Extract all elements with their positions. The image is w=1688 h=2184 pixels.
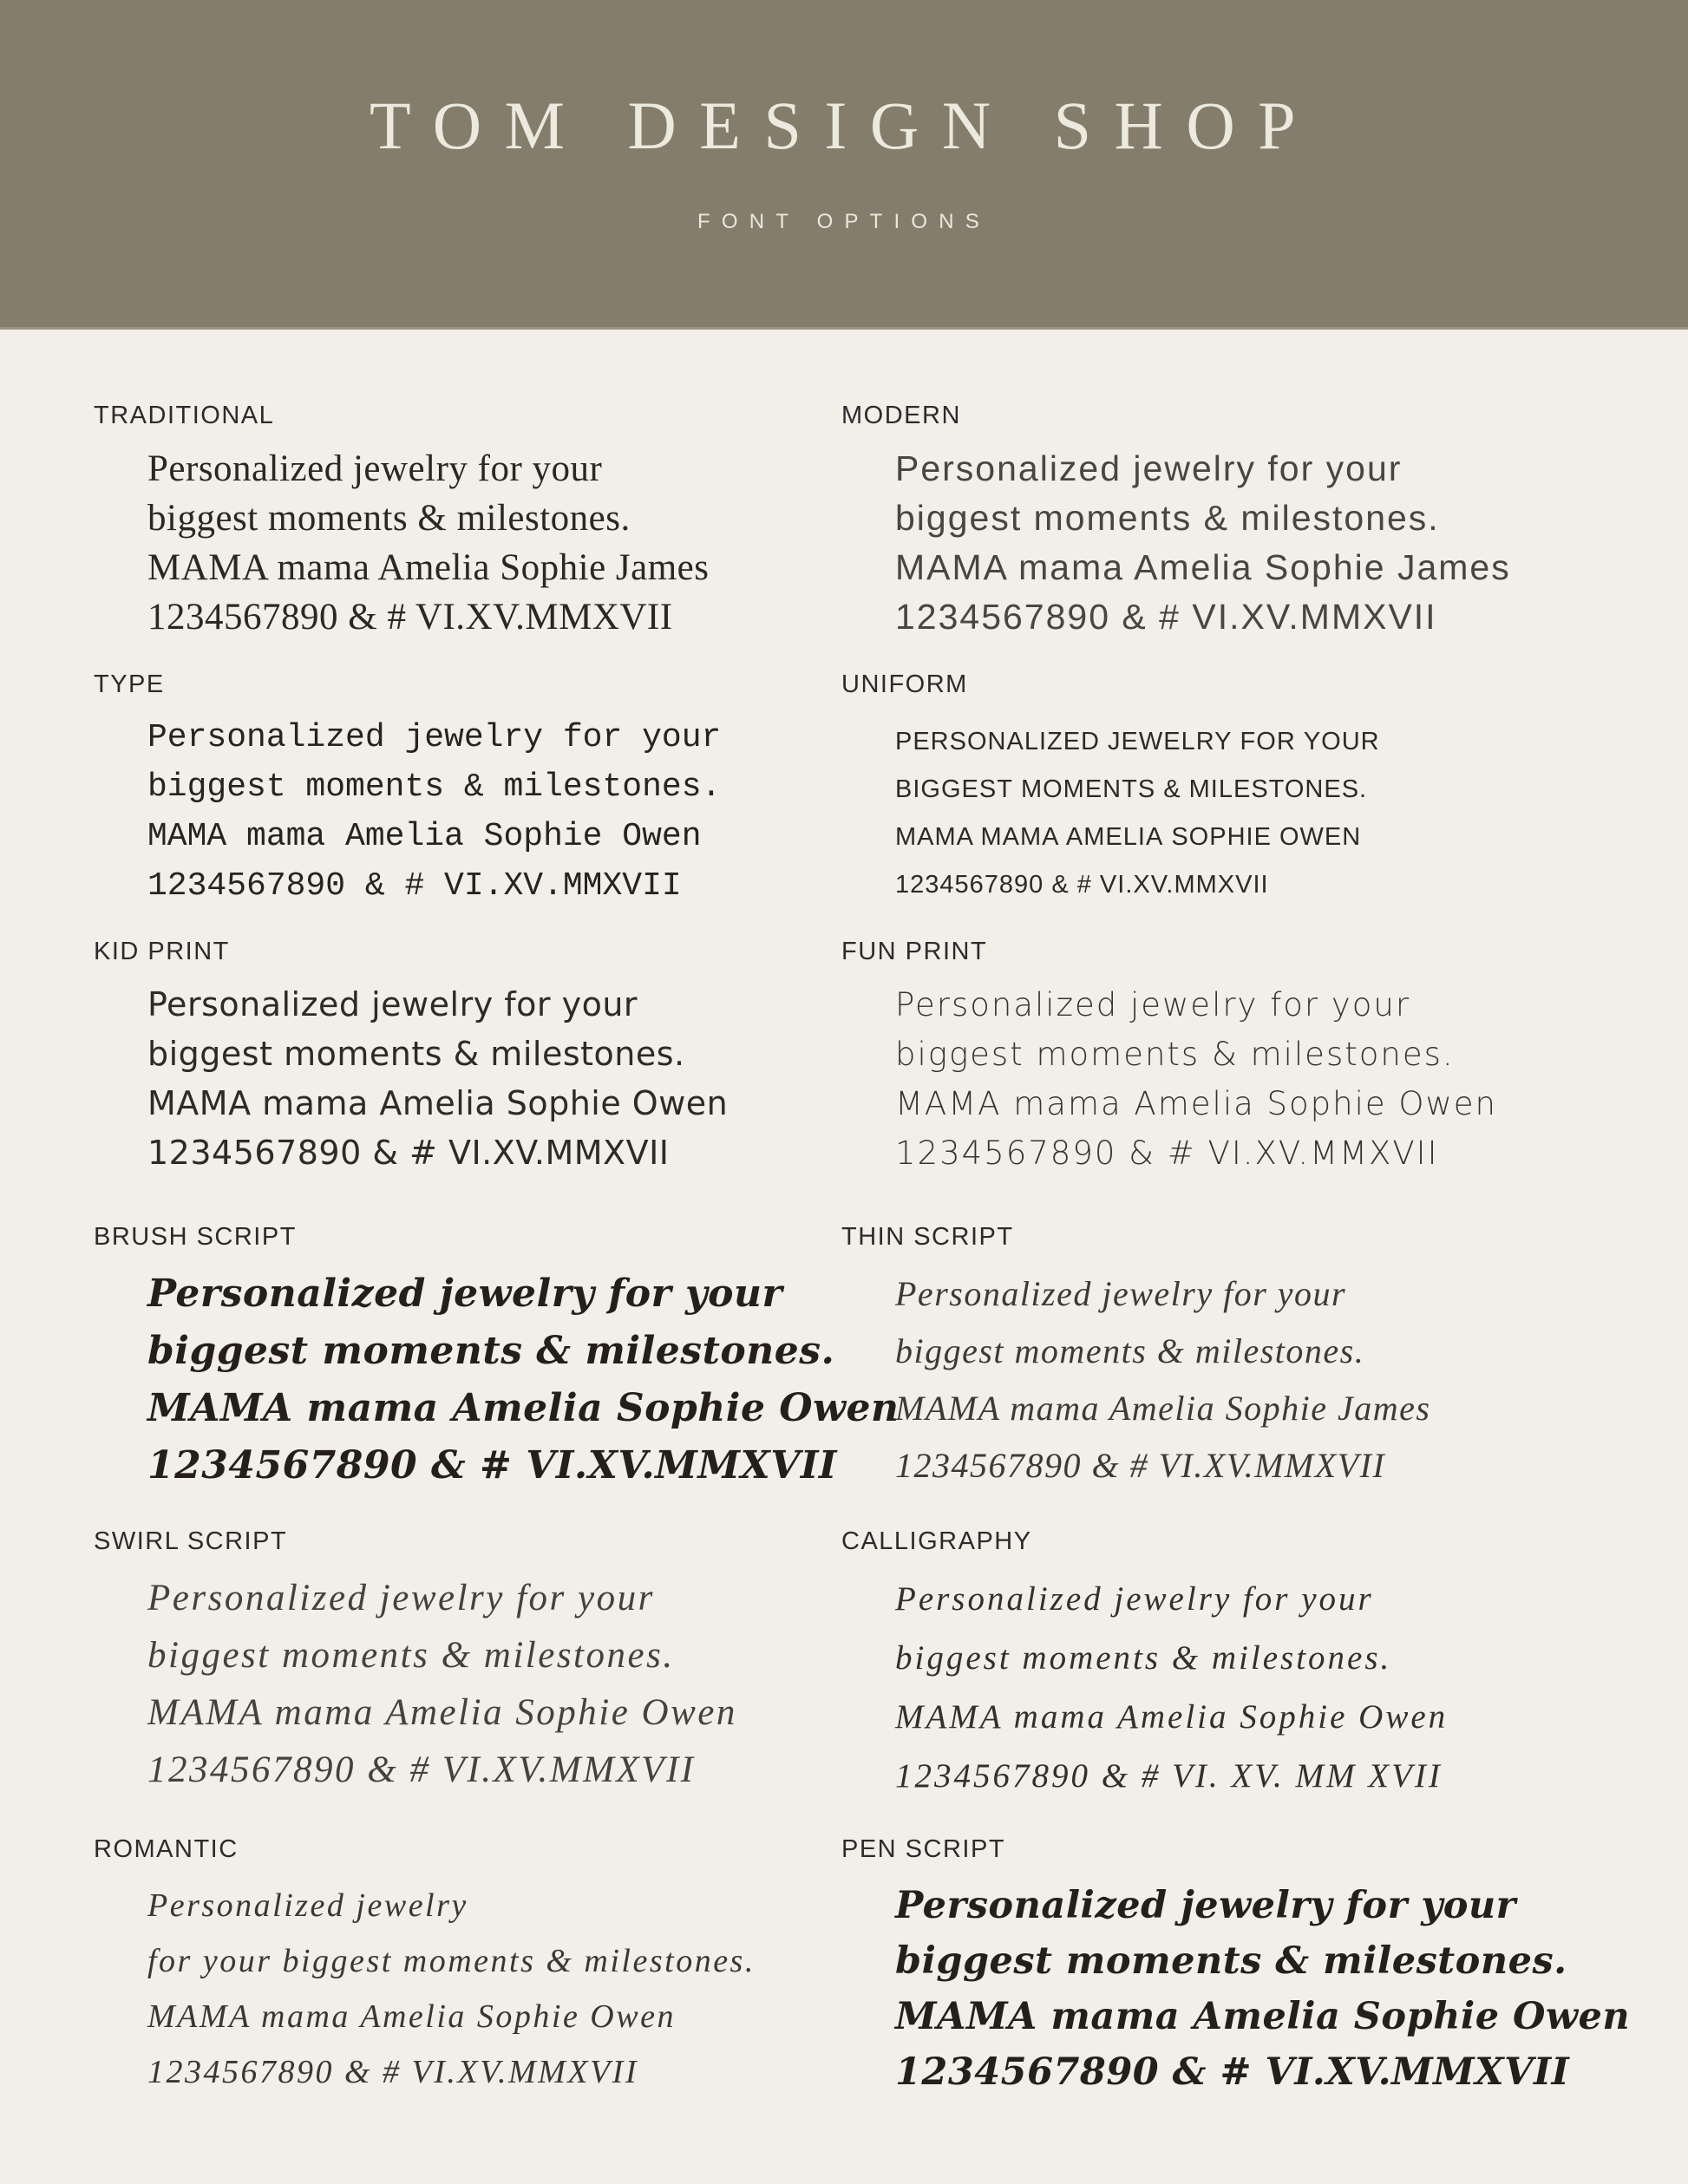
font-sample-line: MAMA mama Amelia Sophie Owen xyxy=(147,1998,676,2035)
font-sample-line: 1234567890 & # VI.XV.MMXVII xyxy=(895,597,1437,637)
font-label: TYPE xyxy=(94,670,165,698)
font-sample-line: Personalized jewelry for your xyxy=(147,1272,783,1316)
font-sample-line: MAMA mama Amelia Sophie Owen xyxy=(895,1995,1631,2038)
font-section-swirl-script xyxy=(94,1527,841,1834)
font-section-calligraphy xyxy=(841,1527,1688,1834)
font-sample-line: for your biggest moments & milestones. xyxy=(147,1943,756,1979)
font-sample xyxy=(841,1570,1688,1806)
font-sample xyxy=(94,1878,841,2100)
font-sample-line: MAMA mama Amelia Sophie James xyxy=(147,547,710,588)
font-section-uniform xyxy=(841,670,1688,937)
font-sample-line: Personalized jewelry for your xyxy=(895,986,1411,1023)
font-sample-line: Personalized jewelry for your xyxy=(147,719,722,756)
font-sample-line: biggest moments & milestones. xyxy=(895,1036,1455,1073)
font-label: PEN SCRIPT xyxy=(841,1835,1006,1863)
font-label: SWIRL SCRIPT xyxy=(94,1527,288,1555)
font-sample-line: biggest moments & milestones. xyxy=(147,1035,685,1073)
font-sample-line: Personalized jewelry xyxy=(147,1887,468,1924)
font-sample-line: 1234567890 & # VI.XV.MMXVII xyxy=(895,860,1269,900)
font-sample-line: 1234567890 & # VI.XV.MMXVII xyxy=(147,1749,696,1790)
font-sample-line: 1234567890 & # VI.XV.MMXVII xyxy=(147,1134,670,1172)
font-sample-line: 1234567890 & # VI.XV.MMXVII xyxy=(147,867,682,905)
font-section-modern xyxy=(841,401,1688,670)
font-sample-line: biggest moments & milestones. xyxy=(147,1329,835,1373)
font-section-pen-script xyxy=(841,1834,1688,2100)
font-sample-line: Personalized jewelry for your xyxy=(895,1884,1516,1927)
font-sample-line: Personalized jewelry for your xyxy=(147,985,638,1023)
font-sample xyxy=(841,980,1688,1178)
font-sample-line: biggest moments & milestones. xyxy=(895,1639,1392,1677)
font-sample-line: Personalized jewelry for your xyxy=(895,1580,1374,1618)
font-sample xyxy=(94,713,841,911)
font-section-traditional xyxy=(94,401,841,670)
font-sample-line: MAMA mama Amelia Sophie Owen xyxy=(147,1084,729,1122)
font-sample xyxy=(841,1265,1688,1494)
font-sample-line: biggest moments & milestones. xyxy=(147,768,722,806)
font-sample-line: MAMA mama Amelia Sophie James xyxy=(895,1389,1431,1428)
font-sample-line: biggest moments & milestones. xyxy=(895,1331,1365,1370)
font-sample-line: biggest moments & milestones. xyxy=(147,498,631,539)
font-section-thin-script xyxy=(841,1222,1688,1527)
font-sample-line: biggest moments & milestones. xyxy=(895,764,1368,805)
font-label: KID PRINT xyxy=(94,938,230,965)
font-sample-line: MAMA mama Amelia Sophie Owen xyxy=(895,1698,1449,1736)
font-sample-line: 1234567890 & # VI. XV. MM XVII xyxy=(895,1757,1443,1795)
font-section-romantic xyxy=(94,1834,841,2100)
font-sample-line: Personalized jewelry for your xyxy=(147,1578,655,1618)
font-label: BRUSH SCRIPT xyxy=(94,1223,297,1251)
font-sample xyxy=(841,444,1688,642)
font-sample-line: biggest moments & milestones. xyxy=(895,498,1440,538)
font-section-type xyxy=(94,670,841,937)
font-section-kid-print xyxy=(94,937,841,1222)
font-label: UNIFORM xyxy=(841,670,968,698)
font-sample xyxy=(94,1265,900,1494)
font-sample-line: Personalized jewelry for your xyxy=(895,716,1380,757)
font-sample-line: MAMA mama Amelia Sophie James xyxy=(895,547,1511,587)
font-sample-line: Personalized jewelry for your xyxy=(895,1274,1347,1313)
font-section-fun-print xyxy=(841,937,1688,1222)
font-sample xyxy=(94,980,841,1178)
font-sample-line: 1234567890 & # VI.XV.MMXVII xyxy=(895,2050,1570,2094)
page-subtitle: FONT OPTIONS xyxy=(697,210,991,233)
font-label: MODERN xyxy=(841,402,961,429)
font-sample-line: Personalized jewelry for your xyxy=(895,448,1403,488)
font-sample xyxy=(841,713,1688,904)
font-label: FUN PRINT xyxy=(841,938,988,965)
font-label: ROMANTIC xyxy=(94,1835,239,1863)
font-sample-line: biggest moments & milestones. xyxy=(147,1635,675,1676)
font-samples-grid xyxy=(0,330,1688,2152)
font-label: CALLIGRAPHY xyxy=(841,1527,1032,1555)
font-sample xyxy=(841,1878,1688,2100)
font-label: TRADITIONAL xyxy=(94,402,275,429)
font-sample-line: 1234567890 & # VI.XV.MMXVII xyxy=(147,1443,837,1488)
font-sample-line: Personalized jewelry for your xyxy=(147,448,603,489)
font-sample xyxy=(94,444,841,642)
font-section-brush-script xyxy=(94,1222,900,1527)
font-sample-line: 1234567890 & # VI.XV.MMXVII xyxy=(895,1135,1439,1172)
shop-title: TOM DESIGN SHOP xyxy=(369,88,1319,163)
font-sample-line: 1234567890 & # VI.XV.MMXVII xyxy=(147,2054,638,2090)
font-label: THIN SCRIPT xyxy=(841,1223,1014,1251)
header-band xyxy=(0,0,1688,330)
font-sample xyxy=(94,1570,841,1799)
font-sample-line: MAMA mama Amelia Sophie Owen xyxy=(147,1386,900,1430)
font-sample-line: MAMA mama Amelia Sophie Owen xyxy=(895,1085,1497,1122)
font-sample-line: MAMA mama Amelia Sophie Owen xyxy=(147,1692,737,1733)
font-sample-line: biggest moments & milestones. xyxy=(895,1939,1567,1983)
font-sample-line: MAMA mama Amelia Sophie Owen xyxy=(147,818,702,855)
font-sample-line: 1234567890 & # VI.XV.MMXVII xyxy=(147,597,673,638)
font-sample-line: MAMA mama Amelia Sophie Owen xyxy=(895,812,1362,853)
font-sample-line: 1234567890 & # VI.XV.MMXVII xyxy=(895,1446,1386,1485)
